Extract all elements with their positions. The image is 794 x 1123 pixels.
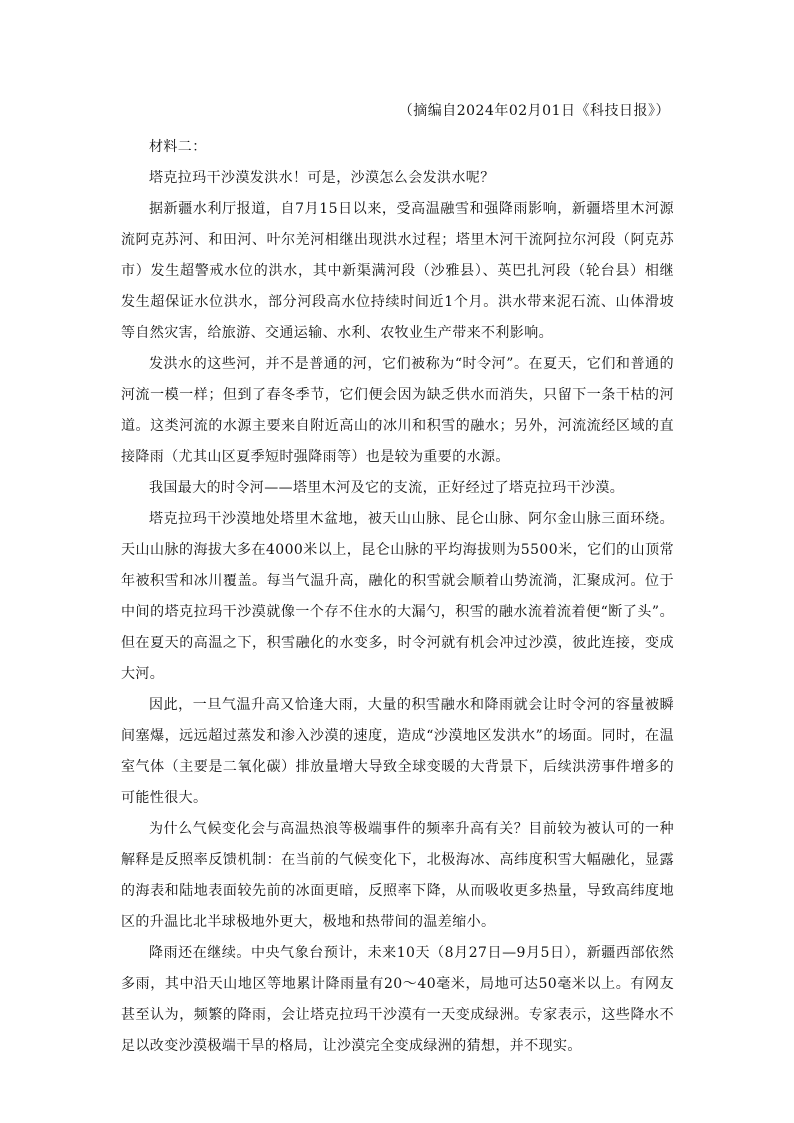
paragraph-8: 降雨还在继续。中央气象台预计，未来10天（8月27日—9月5日），新疆西部依然多雨，其中沿天山地区等地累计降雨量有20～40毫米，局地可达50毫米以上。有网友甚至认为，频繁的降雨，会让塔克拉玛干沙漠有一天变成绿洲。专家表示，这些降水不足以改变沙漠极端干旱的格局，让沙漠完全变成绿洲的猜想，并不现实。 (121, 945, 674, 1054)
paragraph-3: 发洪水的这些河，并不是普通的河，它们被称为“时令河”。在夏天，它们和普通的河流一模一样；但到了春冬季节，它们便会因为缺乏供水而消失，只留下一条干枯的河道。这类河流的水源主要来自附近高山的冰川和积雪的融水；另外，河流流经区域的直接降雨（尤其山区夏季短时强降雨等）也是较为重要的水源。 (121, 356, 674, 465)
paragraph-5: 塔克拉玛干沙漠地处塔里木盆地，被天山山脉、昆仑山脉、阿尔金山脉三面环绕。天山山脉的海拔大多在4000米以上，昆仑山脉的平均海拔则为5500米，它们的山顶常年被积雪和冰川覆盖。每当气温升高，融化的积雪就会顺着山势流淌，汇聚成河。位于中间的塔克拉玛干沙漠就像一个存不住水的大漏勺，积雪的融水流着流着便“断了头”。但在夏天的高温之下，积雪融化的水变多，时令河就有机会冲过沙漠，彼此连接，变成大河。 (121, 511, 674, 682)
article-body (121, 132, 674, 1062)
paragraph-1: 塔克拉玛干沙漠发洪水！可是，沙漠怎么会发洪水呢？ (149, 170, 495, 186)
paragraph-4: 我国最大的时令河——塔里木河及它的支流，正好经过了塔克拉玛干沙漠。 (149, 480, 625, 496)
paragraph-7: 为什么气候变化会与高温热浪等极端事件的频率升高有关？目前较为被认可的一种解释是反照率反馈机制：在当前的气候变化下，北极海冰、高纬度积雪大幅融化，显露的海表和陆地表面较先前的冰面更暗，反照率下降，从而吸收更多热量，导致高纬度地区的升温比北半球极地外更大，极地和热带间的温差缩小。 (121, 821, 674, 930)
paragraph-2: 据新疆水利厅报道，自7月15日以来，受高温融雪和强降雨影响，新疆塔里木河源流阿克苏河、和田河、叶尔羌河相继出现洪水过程；塔里木河干流阿拉尔河段（阿克苏市）发生超警戒水位的洪水，其中新渠满河段（沙雅县）、英巴扎河段（轮台县）相继发生超保证水位洪水，部分河段高水位持续时间近1个月。洪水带来泥石流、山体滑坡等自然灾害，给旅游、交通运输、水利、农牧业生产带来不利影响。 (121, 201, 674, 341)
source-citation: （摘编自2024年02月01日《科技日报》） (398, 103, 670, 119)
paragraph-6: 因此，一旦气温升高又恰逢大雨，大量的积雪融水和降雨就会让时令河的容量被瞬间塞爆，远远超过蒸发和渗入沙漠的速度，造成“沙漠地区发洪水”的场面。同时，在温室气体（主要是二氧化碳）排放量增大导致全球变暖的大背景下，后续洪涝事件增多的可能性很大。 (121, 697, 674, 806)
section-title: 材料二： (149, 139, 207, 155)
